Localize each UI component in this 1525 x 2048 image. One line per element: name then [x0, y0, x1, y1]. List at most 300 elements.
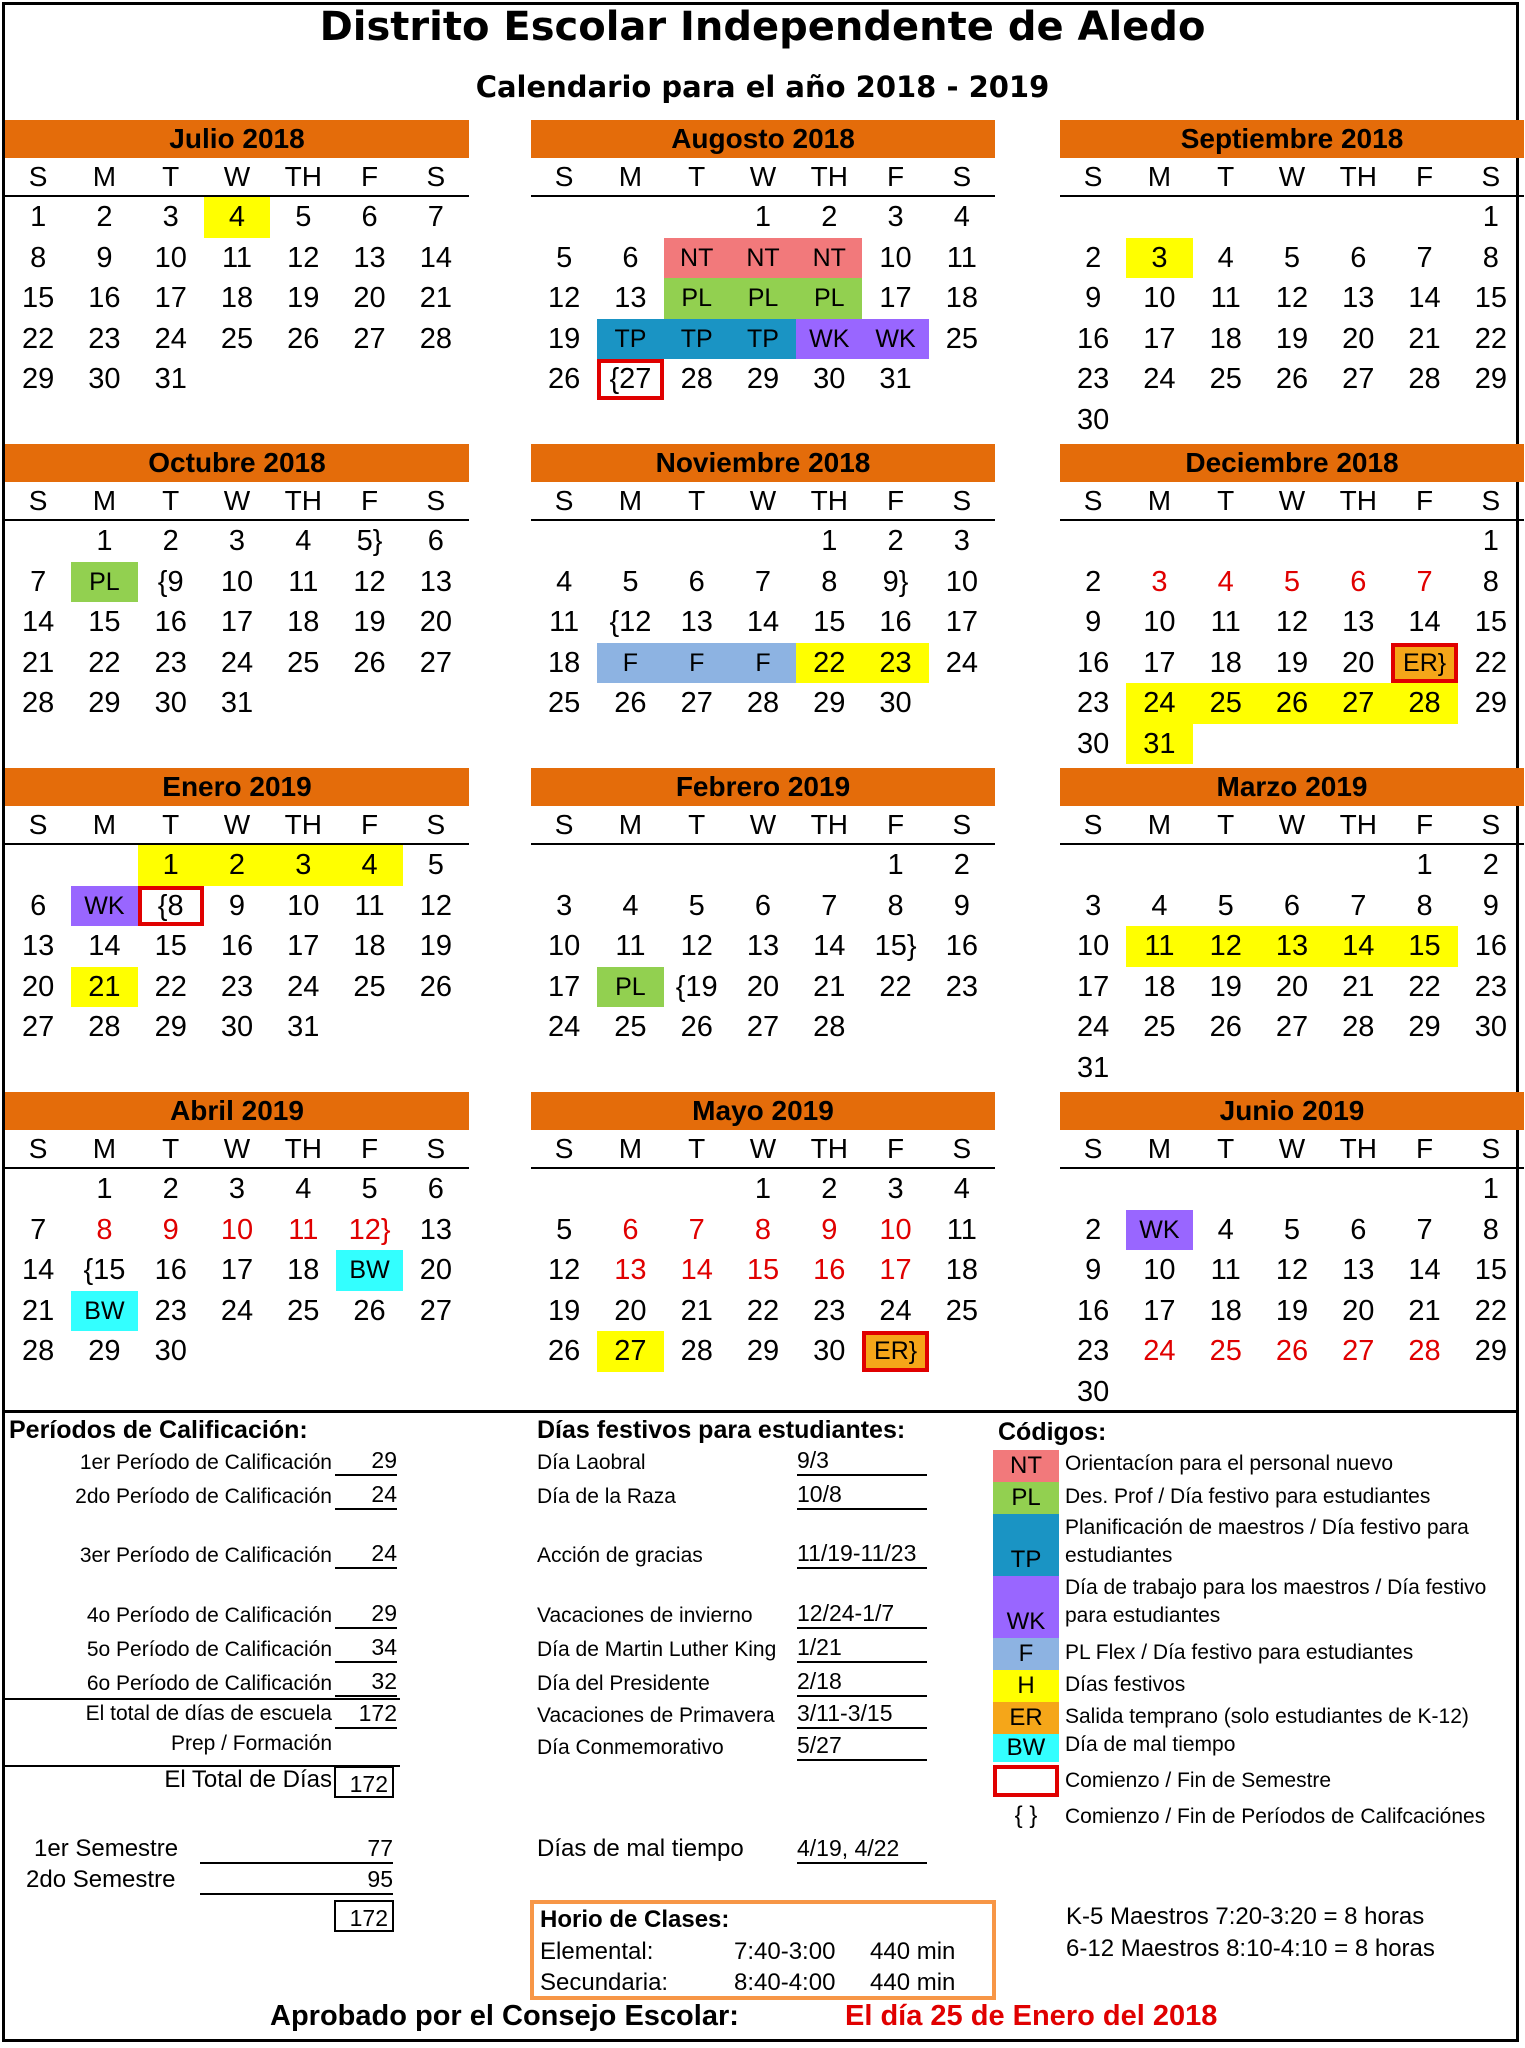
grading-period-label: 3er Período de Calificación [79, 1544, 332, 1567]
weekday-row [1060, 1130, 1524, 1169]
day-cell: 26 [1275, 363, 1309, 395]
day-grid [531, 845, 995, 1048]
total-days-value: 172 [334, 1766, 394, 1798]
code-description: Días festivos [1065, 1673, 1186, 1696]
day-cell: 28 [22, 687, 55, 719]
weekday-label: S [952, 485, 972, 516]
day-cell: 8 [887, 889, 904, 922]
weekday-label: F [1415, 809, 1434, 840]
day-cell: 1 [30, 201, 47, 233]
day-cell: 30 [1077, 1375, 1110, 1408]
day-cell: 30 [154, 687, 187, 719]
day-cell: 24 [1143, 363, 1176, 395]
day-cell: 20 [1342, 1294, 1375, 1327]
day-cell: 25 [1209, 1335, 1242, 1367]
approval-label: Aprobado por el Consejo Escolar: [270, 2000, 739, 2032]
day-cell: 19 [287, 282, 320, 314]
holiday-label: Día de Martin Luther King [537, 1638, 777, 1661]
weekday-row [531, 1130, 995, 1169]
day-cell: 27 [22, 1011, 55, 1043]
day-cell: 27 [746, 1011, 780, 1043]
day-cell: 30 [813, 363, 846, 395]
day-cell: 17 [548, 970, 581, 1003]
day-cell: 1 [887, 849, 904, 881]
holiday-label: Día Conmemorativo [537, 1736, 724, 1759]
day-cell: 6 [427, 1173, 444, 1205]
weekday-label: M [618, 809, 643, 840]
code-description: Orientacíon para el personal nuevo [1065, 1452, 1394, 1475]
day-cell: 1 [1482, 525, 1499, 557]
day-cell: 7 [30, 1213, 47, 1246]
empty-day-cell [1060, 197, 1126, 238]
weekday-row [1060, 158, 1524, 197]
day-cell: F [597, 643, 663, 684]
day-cell: ER} [862, 1331, 928, 1372]
day-cell: 15 [1474, 606, 1507, 638]
weekday-label: F [360, 485, 379, 516]
weekday-label: T [162, 809, 180, 840]
day-cell: 4 [1217, 241, 1234, 274]
secondary-time: 8:40-4:00 [734, 1969, 836, 1996]
grading-period-days: 32 [335, 1668, 397, 1697]
day-cell: 20 [1342, 646, 1375, 679]
day-cell: 29 [1474, 1335, 1507, 1367]
day-cell: 17 [220, 606, 254, 638]
day-cell: 7 [1416, 1213, 1433, 1246]
day-cell: 6 [754, 889, 772, 922]
weekday-label: M [92, 485, 117, 516]
empty-day-cell [730, 521, 796, 562]
day-cell: 16 [1077, 1294, 1110, 1327]
weekday-label: M [92, 161, 117, 192]
day-cell: 3 [162, 201, 179, 233]
empty-day-cell [531, 845, 597, 886]
month-block [531, 444, 995, 724]
month-block [5, 768, 469, 1048]
weekday-label: M [618, 161, 643, 192]
day-cell: 30 [1474, 1011, 1507, 1043]
month-block [5, 120, 469, 400]
day-cell: 29 [746, 363, 780, 395]
grading-period-days: 24 [335, 1481, 397, 1510]
day-cell: 11 [946, 241, 977, 274]
day-cell: 9 [1085, 1254, 1102, 1286]
day-grid [1060, 1169, 1524, 1412]
day-cell: 19 [1209, 970, 1242, 1003]
day-cell: 7 [688, 1213, 705, 1246]
day-cell: 2 [1085, 241, 1102, 274]
holiday-date: 2/18 [797, 1668, 927, 1697]
holiday-date: 11/19-11/23 [797, 1540, 927, 1569]
day-cell: 10 [1143, 606, 1176, 638]
grading-period-label: 4o Período de Calificación [86, 1604, 332, 1627]
day-cell: 28 [1408, 1335, 1441, 1367]
day-cell: 19 [548, 322, 581, 355]
day-cell: 29 [813, 687, 846, 719]
code-swatch: ER [993, 1702, 1059, 1734]
day-cell: 19 [1275, 646, 1309, 679]
day-cell: 29 [746, 1335, 780, 1367]
day-cell: 23 [154, 1294, 187, 1327]
empty-day-cell [5, 845, 71, 886]
day-cell: 18 [548, 646, 581, 679]
day-cell: 9 [1482, 889, 1499, 922]
day-cell: 15} [874, 930, 917, 962]
day-cell: 4 [1217, 565, 1234, 598]
semester-1-label: 1er Semestre [34, 1835, 179, 1862]
empty-day-cell [531, 197, 597, 238]
semester-2-value: 95 [200, 1866, 393, 1895]
day-cell: 22 [879, 970, 912, 1003]
empty-day-cell [1325, 197, 1391, 238]
day-cell: 9 [96, 241, 113, 274]
day-cell: 29 [154, 1011, 187, 1043]
day-cell: 19 [353, 606, 386, 638]
empty-day-cell [1060, 521, 1126, 562]
day-cell: 26 [353, 646, 386, 679]
weekday-label: TH [284, 161, 322, 192]
day-cell: 17 [879, 282, 912, 314]
day-cell: 5 [1283, 565, 1301, 598]
day-cell: 20 [419, 1254, 452, 1286]
weekday-label: W [749, 485, 777, 516]
day-cell: 2 [162, 525, 179, 557]
page-subtitle: Calendario para el año 2018 - 2019 [475, 70, 1050, 104]
day-cell: 30 [88, 363, 121, 395]
weekday-label: T [688, 1133, 706, 1164]
day-cell: 29 [1474, 687, 1507, 719]
day-cell: 8 [754, 1213, 772, 1246]
empty-day-cell [1325, 845, 1391, 886]
day-cell: 28 [1342, 1011, 1375, 1043]
day-cell: 9 [953, 889, 970, 922]
empty-day-cell [5, 521, 71, 562]
day-cell: 14 [746, 606, 780, 638]
weekday-label: W [749, 161, 777, 192]
day-cell: 6 [1283, 889, 1301, 922]
day-cell: 26 [1209, 1011, 1242, 1043]
day-cell: 25 [945, 322, 978, 355]
weekday-label: F [886, 1133, 905, 1164]
day-cell: 29 [1474, 363, 1507, 395]
empty-day-cell [5, 1169, 71, 1210]
weekday-label: F [360, 161, 379, 192]
holiday-label: Vacaciones de invierno [537, 1604, 753, 1627]
day-cell: 29 [1408, 1011, 1441, 1043]
day-cell: 6 [1350, 1213, 1367, 1246]
empty-day-cell [1259, 1169, 1325, 1210]
day-cell: 13 [419, 1213, 452, 1246]
weekday-label: M [1147, 161, 1172, 192]
day-cell: 30 [154, 1335, 187, 1367]
day-cell: 5 [1283, 1213, 1301, 1246]
weekday-label: F [886, 485, 905, 516]
day-cell: 18 [1143, 970, 1176, 1003]
weekday-label: T [688, 809, 706, 840]
day-cell: 8 [1482, 565, 1499, 598]
day-cell: 16 [154, 1254, 187, 1286]
codes-title: Códigos: [998, 1418, 1107, 1446]
day-cell: {8 [138, 886, 204, 927]
weekday-label: S [952, 161, 972, 192]
day-cell: 15 [1474, 1254, 1507, 1286]
total-school-days-label: El total de días de escuela [85, 1702, 332, 1725]
day-cell: 13 [419, 565, 452, 598]
day-cell: 11 [1210, 606, 1241, 638]
holiday-date: 3/11-3/15 [797, 1700, 927, 1729]
day-cell: BW [336, 1250, 402, 1291]
weekday-label: S [28, 161, 48, 192]
day-cell: 25 [287, 646, 320, 679]
day-cell: 5 [622, 565, 639, 598]
day-cell: 26 [680, 1011, 713, 1043]
weekday-label: TH [284, 1133, 322, 1164]
day-cell: 13 [614, 282, 647, 314]
weekday-label: S [1481, 809, 1501, 840]
month-header: Septiembre 2018 [1060, 120, 1524, 158]
weekday-label: S [1083, 161, 1103, 192]
day-grid [1060, 197, 1524, 440]
day-cell: 13 [1342, 606, 1375, 638]
braces-desc: Comienzo / Fin de Períodos de Califcaciónes [1065, 1805, 1486, 1828]
grading-period-days: 34 [335, 1634, 397, 1663]
day-cell: 2 [162, 1173, 179, 1205]
day-cell: 24 [1143, 1335, 1176, 1367]
day-cell: 9 [228, 889, 246, 922]
day-cell: WK [862, 319, 928, 360]
holiday-label: Vacaciones de Primavera [537, 1704, 775, 1727]
day-cell: 23 [813, 1294, 846, 1327]
day-cell: 17 [1077, 970, 1110, 1003]
approval-date: El día 25 de Enero del 2018 [845, 2000, 1218, 2032]
empty-day-cell [730, 845, 796, 886]
day-cell: 7 [754, 565, 772, 598]
weekday-label: T [162, 485, 180, 516]
day-cell: 19 [548, 1294, 581, 1327]
day-cell: 21 [1408, 322, 1441, 355]
day-cell: 26 [1275, 1335, 1309, 1367]
day-cell: 30 [1077, 403, 1110, 436]
weekday-label: F [1415, 1133, 1434, 1164]
day-cell: 18 [287, 1254, 320, 1286]
day-cell: ER} [1391, 643, 1457, 684]
day-cell: 11 [1210, 282, 1241, 314]
day-cell: 12 [287, 241, 320, 274]
bad-weather-label: Días de mal tiempo [537, 1835, 744, 1862]
day-cell: 25 [353, 970, 386, 1003]
day-cell: 2 [204, 845, 270, 886]
weekday-label: S [554, 1133, 574, 1164]
day-cell: 10 [548, 930, 581, 962]
day-cell: 18 [945, 282, 978, 314]
day-cell: 17 [220, 1254, 254, 1286]
semester-2-label: 2do Semestre [26, 1866, 176, 1893]
day-cell: 5 [295, 201, 312, 233]
day-cell: 6 [688, 565, 705, 598]
weekday-row [5, 158, 469, 197]
day-cell: 16 [220, 930, 254, 962]
day-cell: 16 [1077, 646, 1110, 679]
day-cell: 6 [622, 241, 639, 274]
day-cell: 13 [1342, 282, 1375, 314]
month-header: Abril 2019 [5, 1092, 469, 1130]
day-cell: 14 [680, 1254, 713, 1286]
day-cell: 3 [270, 845, 336, 886]
day-cell: 14 [813, 930, 846, 962]
day-cell: 16 [154, 606, 187, 638]
grading-title: Períodos de Calificación: [9, 1416, 308, 1444]
grading-period-days: 29 [335, 1447, 397, 1476]
day-cell: 12 [1275, 606, 1309, 638]
day-cell: 28 [746, 687, 780, 719]
day-cell: 30 [1077, 727, 1110, 760]
day-cell: 12 [548, 282, 581, 314]
day-cell: 22 [1474, 646, 1507, 679]
day-cell: 18 [353, 930, 386, 962]
day-cell: 26 [548, 363, 581, 395]
day-cell: 15 [88, 606, 121, 638]
day-cell: 27 [1342, 363, 1375, 395]
weekday-label: M [1147, 809, 1172, 840]
empty-day-cell [1060, 845, 1126, 886]
day-cell: 2 [1085, 1213, 1102, 1246]
grading-period-days: 29 [335, 1600, 397, 1629]
day-cell: 11 [288, 565, 319, 598]
day-cell: 10 [1143, 1254, 1176, 1286]
day-cell: 16 [879, 606, 912, 638]
day-cell: 25 [287, 1294, 320, 1327]
day-cell: NT [730, 238, 796, 279]
day-cell: 10 [1143, 282, 1176, 314]
day-cell: 31 [287, 1011, 320, 1043]
day-cell: 14 [1408, 606, 1441, 638]
day-cell: F [730, 643, 796, 684]
day-cell: 7 [427, 201, 444, 233]
day-cell: 23 [154, 646, 187, 679]
semester-desc: Comienzo / Fin de Semestre [1065, 1769, 1332, 1792]
empty-day-cell [664, 1169, 730, 1210]
day-cell: 20 [1275, 970, 1309, 1003]
day-cell: 13 [746, 930, 780, 962]
weekday-label: M [618, 1133, 643, 1164]
month-header: Deciembre 2018 [1060, 444, 1524, 482]
day-cell: 3 [1151, 565, 1168, 598]
code-swatch: BW [993, 1734, 1059, 1762]
day-cell: 11 [354, 889, 385, 922]
weekday-label: W [1278, 1133, 1306, 1164]
weekday-row [531, 806, 995, 845]
day-cell: 25 [220, 322, 254, 355]
day-cell: 24 [287, 970, 320, 1003]
weekday-label: T [1217, 485, 1235, 516]
weekday-label: T [162, 1133, 180, 1164]
day-cell: 17 [1143, 322, 1176, 355]
day-cell: 4 [622, 889, 639, 922]
day-cell: 1 [96, 525, 113, 557]
day-cell: 9 [1085, 606, 1102, 638]
day-cell: 6 [427, 525, 444, 557]
day-cell: 24 [220, 1294, 254, 1327]
day-cell: 10 [220, 565, 254, 598]
day-cell: 10 [879, 1213, 912, 1246]
day-cell: 8 [1416, 889, 1433, 922]
empty-day-cell [1193, 197, 1259, 238]
day-cell: 16 [945, 930, 978, 962]
day-cell: 31 [879, 363, 912, 395]
grading-period-label: 1er Período de Calificación [79, 1451, 332, 1474]
day-cell: F [664, 643, 730, 684]
day-cell: 3 [556, 889, 573, 922]
weekday-label: W [1278, 485, 1306, 516]
day-cell: 9 [1085, 282, 1102, 314]
day-cell: 4 [953, 201, 970, 233]
empty-day-cell [71, 845, 137, 886]
day-cell: 15 [22, 282, 55, 314]
day-cell: 29 [22, 363, 55, 395]
month-block [1060, 120, 1524, 440]
code-swatch: F [993, 1638, 1059, 1670]
day-grid [531, 521, 995, 724]
day-cell: 18 [1209, 646, 1242, 679]
holiday-date: 1/21 [797, 1634, 927, 1663]
day-cell: 22 [88, 646, 121, 679]
month-block [531, 120, 995, 400]
weekday-label: T [1217, 809, 1235, 840]
day-cell: 3 [953, 525, 970, 557]
day-cell: PL [730, 278, 796, 319]
day-cell: 1 [96, 1173, 113, 1205]
day-cell: 14 [88, 930, 121, 962]
day-cell: 21 [1408, 1294, 1441, 1327]
day-cell: 20 [419, 606, 452, 638]
grading-period-label: 6o Período de Calificación [86, 1672, 332, 1695]
empty-day-cell [1126, 1169, 1192, 1210]
day-cell: PL [71, 562, 137, 603]
empty-day-cell [664, 521, 730, 562]
weekday-label: W [223, 809, 251, 840]
month-header: Octubre 2018 [5, 444, 469, 482]
day-cell: 14 [22, 1254, 55, 1286]
total-days-label: El Total de Días [164, 1766, 332, 1793]
month-block [531, 1092, 995, 1372]
day-cell: 8 [821, 565, 838, 598]
day-cell: 26 [614, 687, 647, 719]
weekday-label: M [92, 809, 117, 840]
day-cell: 13 [680, 606, 713, 638]
empty-day-cell [1193, 845, 1259, 886]
day-cell: 24 [879, 1294, 912, 1327]
day-cell: 12 [1193, 926, 1259, 967]
code-description: Día de trabajo para los maestros / Día festivo para estudiantes [1065, 1576, 1487, 1627]
day-cell: 24 [548, 1011, 581, 1043]
day-cell: 12 [1275, 282, 1309, 314]
holidays-title: Días festivos para estudiantes: [537, 1416, 906, 1444]
day-cell: 12 [680, 930, 713, 962]
day-cell: 10 [879, 241, 912, 274]
code-swatch: PL [993, 1482, 1059, 1514]
day-cell: 15 [1391, 926, 1457, 967]
day-cell: 28 [419, 322, 452, 355]
day-cell: {27 [597, 359, 663, 400]
weekday-label: F [886, 161, 905, 192]
month-header: Augosto 2018 [531, 120, 995, 158]
weekday-label: S [1481, 485, 1501, 516]
day-cell: 28 [813, 1011, 846, 1043]
day-cell: 7 [1416, 241, 1433, 274]
holiday-label: Día Laobral [537, 1451, 646, 1474]
month-header: Febrero 2019 [531, 768, 995, 806]
day-grid [531, 1169, 995, 1372]
